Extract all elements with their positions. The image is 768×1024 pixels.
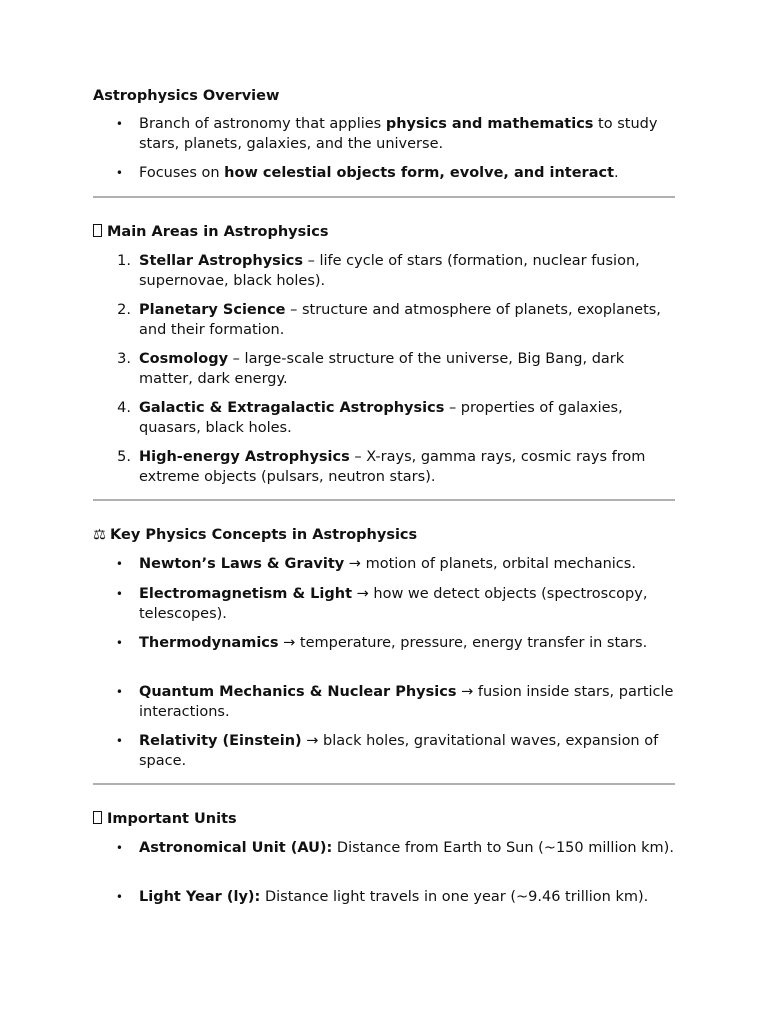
scales-icon: ⚖ <box>93 527 106 543</box>
list-text: Distance from Earth to Sun (~150 million km). <box>332 840 674 856</box>
list-bold-text: Cosmology <box>139 351 229 367</box>
list-item <box>93 399 675 438</box>
list-number: 4. <box>117 400 131 416</box>
bullet-marker: • <box>115 636 123 650</box>
list-number: 1. <box>117 253 131 269</box>
list-bold-text: how celestial objects form, evolve, and interact <box>224 165 615 181</box>
list-number: 2. <box>117 302 131 318</box>
list-bold-text: Astronomical Unit (AU): <box>139 840 333 856</box>
section-divider <box>93 499 675 501</box>
list-item <box>93 683 675 722</box>
units-title <box>93 809 675 829</box>
main-areas-title <box>93 222 675 242</box>
list-text: Focuses on <box>139 165 225 181</box>
list-bold-text: Relativity (Einstein) <box>139 733 302 749</box>
missing-glyph-box-icon <box>93 811 102 824</box>
units-list <box>93 839 675 927</box>
list-item <box>93 732 675 771</box>
list-item <box>93 115 675 154</box>
list-text: . <box>614 165 619 181</box>
list-text: → how we detect objects (spectroscopy, telescopes). <box>139 586 648 622</box>
list-text: → black holes, gravitational waves, expansion of space. <box>139 733 659 769</box>
list-item <box>93 252 675 291</box>
list-bold-text: Galactic & Extragalactic Astrophysics <box>139 400 445 416</box>
list-item <box>93 839 675 878</box>
list-item <box>93 555 675 575</box>
list-text: → motion of planets, orbital mechanics. <box>344 556 636 572</box>
main-areas-list <box>93 252 675 487</box>
bullet-marker: • <box>115 685 123 699</box>
main-areas-title-text: Main Areas in Astrophysics <box>107 224 329 240</box>
list-bold-text: Electromagnetism & Light <box>139 586 353 602</box>
list-text: – life cycle of stars (formation, nuclear fusion, supernovae, black holes). <box>139 253 640 289</box>
list-text: – structure and atmosphere of planets, exoplanets, and their formation. <box>139 302 661 338</box>
section-divider <box>93 196 675 198</box>
list-item <box>93 585 675 624</box>
section-divider <box>93 783 675 785</box>
list-text: → temperature, pressure, energy transfer in stars. <box>278 635 648 651</box>
bullet-marker: • <box>115 587 123 601</box>
bullet-marker: • <box>115 734 123 748</box>
list-text: – large-scale structure of the universe, Big Bang, dark matter, dark energy. <box>139 351 625 387</box>
missing-glyph-box-icon <box>93 224 102 237</box>
list-bold-text: High-energy Astrophysics <box>139 449 350 465</box>
list-text: → fusion inside stars, particle interactions. <box>139 684 674 720</box>
list-bold-text: Light Year (ly): <box>139 889 261 905</box>
list-text: – X-rays, gamma rays, cosmic rays from extreme objects (pulsars, neutron stars). <box>139 449 646 485</box>
list-item <box>93 634 675 673</box>
key-concepts-list <box>93 555 675 771</box>
bullet-marker: • <box>115 166 123 180</box>
overview-title: Astrophysics Overview <box>93 88 280 104</box>
list-item <box>93 301 675 340</box>
list-bold-text: physics and mathematics <box>385 116 594 132</box>
list-bold-text: Planetary Science <box>139 302 286 318</box>
bullet-marker: • <box>115 890 123 904</box>
key-concepts-title <box>93 525 675 545</box>
key-concepts-title-text: Key Physics Concepts in Astrophysics <box>110 527 418 543</box>
list-bold-text: Stellar Astrophysics <box>139 253 304 269</box>
list-text: to study stars, planets, galaxies, and the universe. <box>139 116 658 152</box>
list-number: 5. <box>117 449 131 465</box>
list-text: – properties of galaxies, quasars, black holes. <box>139 400 623 436</box>
list-number: 3. <box>117 351 131 367</box>
bullet-marker: • <box>115 557 123 571</box>
list-item <box>93 164 675 184</box>
units-title-text: Important Units <box>107 811 237 827</box>
bullet-marker: • <box>115 117 123 131</box>
list-bold-text: Newton’s Laws & Gravity <box>139 556 345 572</box>
list-text: Distance light travels in one year (~9.46 trillion km). <box>260 889 649 905</box>
bullet-marker: • <box>115 841 123 855</box>
list-item <box>93 350 675 389</box>
list-item <box>93 448 675 487</box>
overview-list <box>93 115 675 184</box>
list-bold-text: Quantum Mechanics & Nuclear Physics <box>139 684 457 700</box>
document-content <box>93 86 675 927</box>
list-text: Branch of astronomy that applies <box>139 116 386 132</box>
list-item <box>93 888 675 927</box>
list-bold-text: Thermodynamics <box>139 635 279 651</box>
overview-section <box>93 86 675 106</box>
